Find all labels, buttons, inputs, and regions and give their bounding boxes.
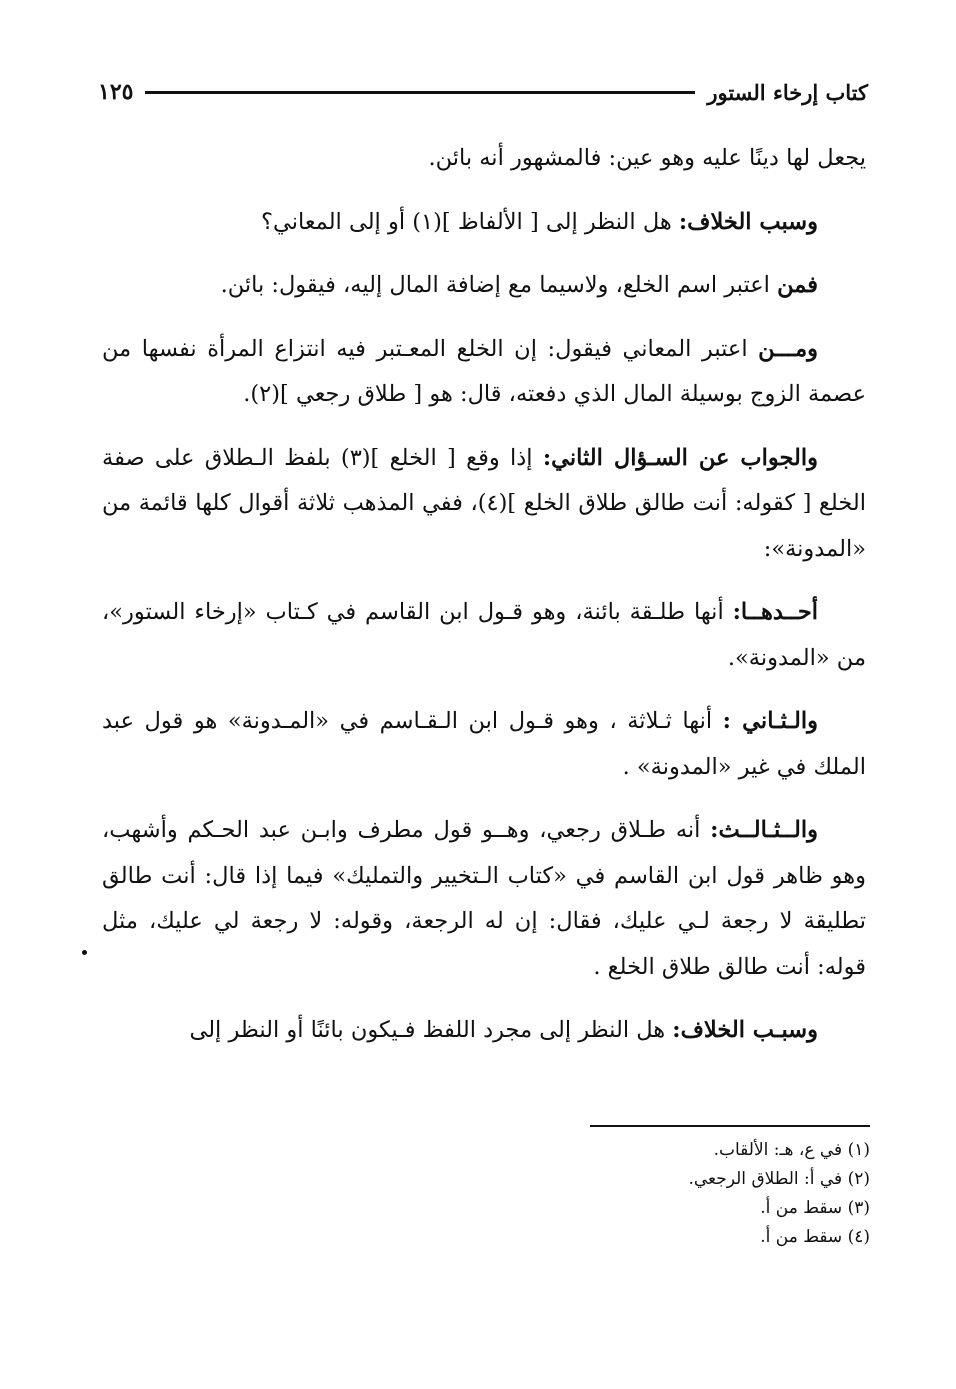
paragraph-lead: والجواب عن السـؤال الثاني: — [542, 444, 818, 471]
running-title: كتاب إرخاء الستور — [707, 79, 868, 105]
paragraph-text: أنها ثـلاثة ، وهو قـول ابن الـقـاسم في «المـدونة» هو قول عبد الملك في غير «المدونة» . — [102, 708, 866, 780]
paragraph-text: أنها طلـقة بائنة، وهو قـول ابن القاسم في كـتاب «إرخاء الستور»، من «المدونة». — [102, 599, 866, 671]
paragraph — [102, 263, 866, 309]
footnote: (١) في ع، هـ: الألقاب. — [713, 1140, 870, 1160]
paragraph — [102, 436, 866, 573]
page-header — [98, 72, 868, 112]
header-rule — [145, 91, 695, 94]
paragraph — [102, 1008, 866, 1054]
paragraph-lead: والــثـالــث: — [710, 817, 818, 843]
paragraph-text: اعتبر المعاني فيقول: إن الخلع المعـتبر فيه انتزاع المرأة نفسها من عصمة الزوج بوسيلة المال الذي دفعته، قال: هو [ طلاق رجعي ](٢). — [102, 335, 866, 407]
paragraph-text: إذا وقع [ الخلع ](٣) بلفظ الـطلاق على صفة الخلع [ كقوله: أنت طالق طلاق الخلع ](٤)، ففي المذهب ثلاثة أقوال كلها قائمة من «المدونة»: — [102, 444, 866, 562]
page-number: ١٢٥ — [98, 79, 134, 105]
paragraph — [102, 808, 866, 990]
paragraph — [102, 327, 866, 418]
paragraph — [102, 590, 866, 681]
paragraph-text: هل النظر إلى [ الألفاظ ](١) أو إلى المعاني؟ — [261, 208, 679, 235]
footnote: (٢) في أ: الطلاق الرجعي. — [688, 1169, 870, 1189]
paragraph — [102, 699, 866, 790]
paragraph-lead: وسبـب الخلاف: — [672, 1017, 818, 1043]
paragraph-lead: ومـــن — [758, 335, 818, 362]
footnotes — [560, 1136, 870, 1252]
paragraph-text: هل النظر إلى مجرد اللفظ فـيكون بائنًا أو النظر إلى — [189, 1017, 673, 1043]
paragraph-text: يجعل لها دينًا عليه وهو عين: فالمشهور أنه بائن. — [428, 145, 866, 171]
paragraph-lead: والـثـاني : — [722, 708, 818, 734]
paragraph-text: اعتبر اسم الخلع، ولاسيما مع إضافة المال إليه، فيقول: بائن. — [220, 272, 778, 298]
paragraph — [102, 200, 866, 246]
paragraph-lead: وسبب الخلاف: — [678, 208, 818, 235]
paragraph-lead: أحــدهــا: — [732, 599, 818, 625]
paragraph-text: أنه طـلاق رجعي، وهــو قول مطرف وابـن عبد الحـكم وأشهب، وهو ظاهر قول ابن القاسم في «كتاب الـتخيير والتمليك» فيما إذا قال: أنت طالق تطليقة لا رجعة لـي عليك، فقال: إن له الرجعة، وقوله: لا رجعة لي عليك، مثل قوله: أنت طالق طلاق الخلع . — [102, 817, 866, 980]
paragraph — [102, 136, 866, 182]
footnote-separator — [590, 1125, 870, 1127]
footnote: (٤) سقط من أ. — [760, 1227, 870, 1247]
paragraph-lead: فمن — [777, 272, 818, 298]
main-text — [102, 136, 866, 1072]
margin-mark — [82, 950, 87, 955]
footnote: (٣) سقط من أ. — [760, 1198, 870, 1218]
